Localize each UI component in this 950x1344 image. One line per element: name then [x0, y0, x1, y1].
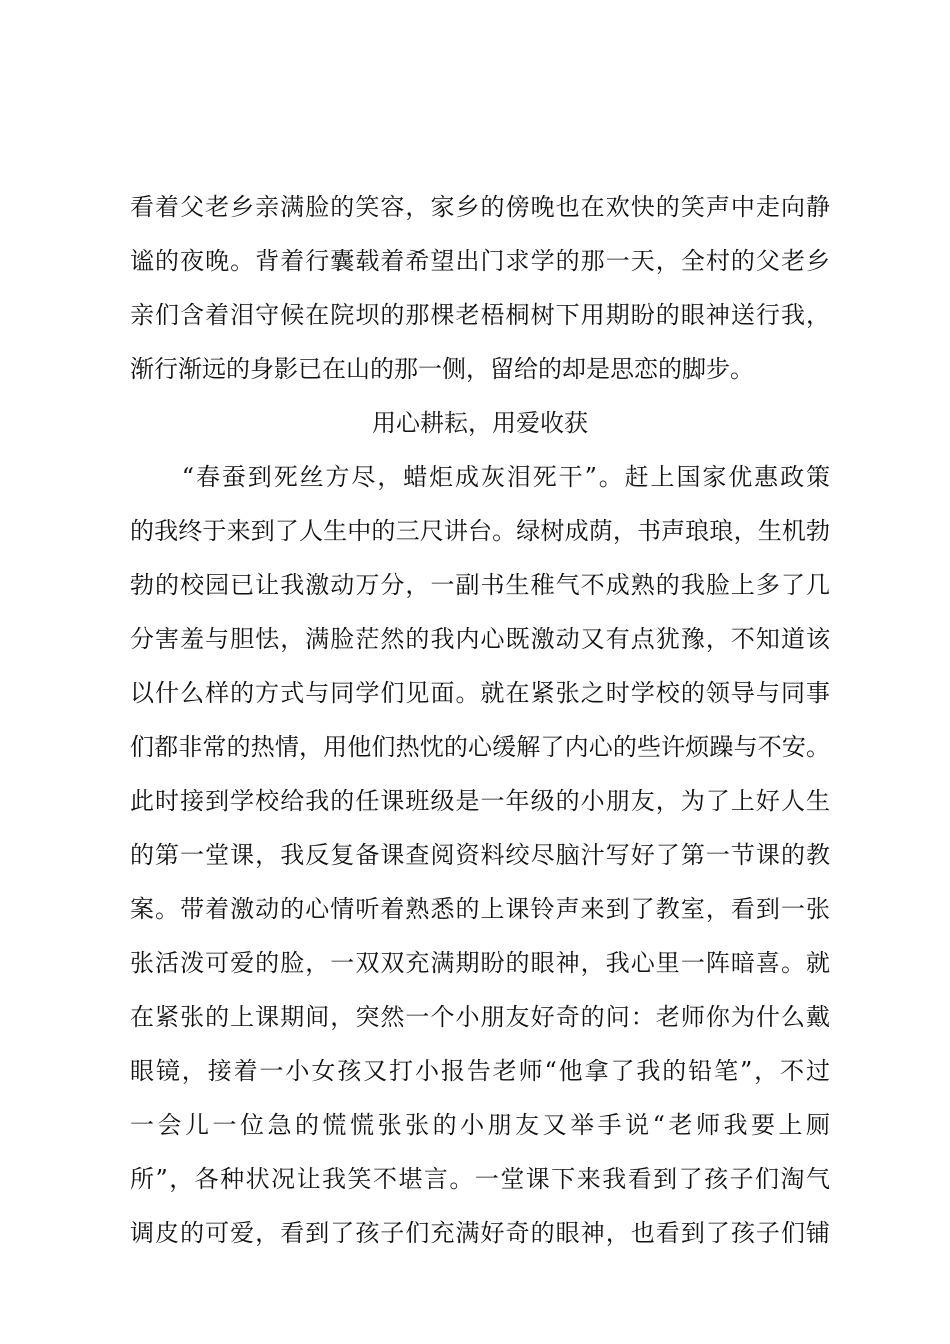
- paragraph-line: 调皮的可爱，看到了孩子们充满好奇的眼神，也看到了孩子们铺: [130, 1219, 830, 1247]
- paragraph-line: 的第一堂课，我反复备课查阅资料绞尽脑汁写好了第一节课的教: [130, 841, 830, 869]
- body-text: [130, 180, 830, 1260]
- paragraph-line: 分害羞与胆怯，满脸茫然的我内心既激动又有点犹豫，不知道该: [130, 625, 830, 653]
- paragraph-line: 谧的夜晚。背着行囊载着希望出门求学的那一天，全村的父老乡: [130, 247, 830, 275]
- paragraph-line: 眼镜，接着一小女孩又打小报告老师“他拿了我的铅笔”，不过: [130, 1057, 830, 1085]
- paragraph-line: 的我终于来到了人生中的三尺讲台。绿树成荫，书声琅琅，生机勃: [130, 517, 830, 545]
- paragraph-line: 们都非常的热情，用他们热忱的心缓解了内心的些许烦躁与不安。: [130, 733, 830, 761]
- paragraph-line: 看着父老乡亲满脸的笑容，家乡的傍晚也在欢快的笑声中走向静: [130, 193, 830, 221]
- paragraph-line: 以什么样的方式与同学们见面。就在紧张之时学校的领导与同事: [130, 679, 830, 707]
- paragraph-line: 案。带着激动的心情听着熟悉的上课铃声来到了教室，看到一张: [130, 895, 830, 923]
- paragraph-line: 所”，各种状况让我笑不堪言。一堂课下来我看到了孩子们淘气: [130, 1165, 830, 1193]
- paragraph-line: 在紧张的上课期间，突然一个小朋友好奇的问：老师你为什么戴: [130, 1003, 830, 1031]
- paragraph-line: 此时接到学校给我的任课班级是一年级的小朋友，为了上好人生: [130, 787, 830, 815]
- paragraph-line: 勃的校园已让我激动万分，一副书生稚气不成熟的我脸上多了几: [130, 571, 830, 599]
- paragraph-line: 张活泼可爱的脸，一双双充满期盼的眼神，我心里一阵暗喜。就: [130, 949, 830, 977]
- section-heading: 用心耕耘，用爱收获: [372, 409, 588, 437]
- paragraph-line: 亲们含着泪守候在院坝的那棵老梧桐树下用期盼的眼神送行我，: [130, 301, 830, 329]
- paragraph-line: 渐行渐远的身影已在山的那一侧，留给的却是思恋的脚步。: [130, 355, 754, 383]
- paragraph-line: 一会儿一位急的慌慌张张的小朋友又举手说“老师我要上厕: [130, 1111, 830, 1139]
- paragraph-line: “春蚕到死丝方尽，蜡炬成灰泪死干”。赶上国家优惠政策: [130, 463, 830, 491]
